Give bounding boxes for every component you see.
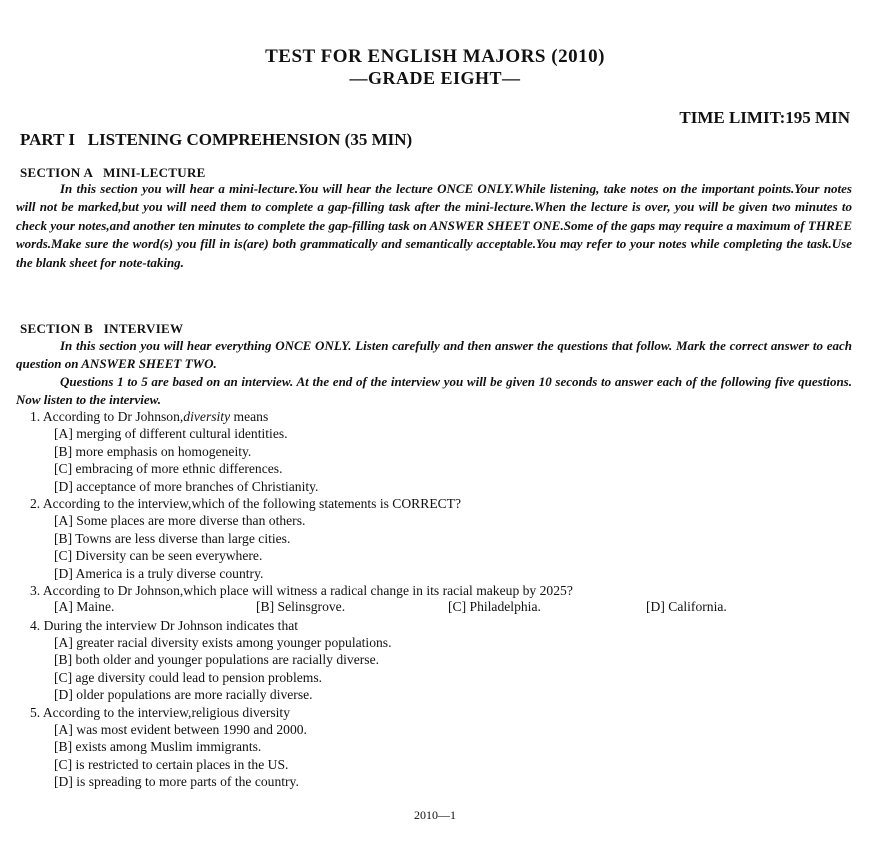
question-2-option-d[interactable]: [D] America is a truly diverse country. xyxy=(54,565,264,581)
question-4-option-b[interactable]: [B] both older and younger populations are racially diverse. xyxy=(54,652,380,668)
question-4-option-d[interactable]: [D] older populations are more racially diverse. xyxy=(54,687,313,703)
question-5-option-a[interactable]: [A] was most evident between 1990 and 2000. xyxy=(54,722,307,738)
question-1-stem-italic: diversity xyxy=(183,409,231,424)
question-4-stem: 4. During the interview Dr Johnson indicates that xyxy=(30,617,299,633)
question-3-option-b[interactable]: [B] Selinsgrove. xyxy=(256,599,346,615)
question-2-option-b[interactable]: [B] Towns are less diverse than large cities. xyxy=(54,530,291,546)
question-2-option-c[interactable]: [C] Diversity can be seen everywhere. xyxy=(54,548,263,564)
question-5-option-d[interactable]: [D] is spreading to more parts of the country. xyxy=(54,774,299,790)
question-list xyxy=(30,408,850,791)
section-a-instructions: In this section you will hear a mini-lecture.You will hear the lecture ONCE ONLY.While listening, take notes on the important points.Your notes will not be marked,but you will need them to complete a gap-filling task after the mini-lecture.When the lecture is over, you will be given two minutes to check your notes,and another ten minutes to complete the gap-filling task on ANSWER SHEET ONE.Some of the gaps may require a maximum of THREE words.Make sure the word(s) you fill in is(are) both grammatically and semantically acceptable.You may refer to your notes while completing the task.Use the blank sheet for note-taking. xyxy=(16,181,852,270)
question-5-option-b[interactable]: [B] exists among Muslim immigrants. xyxy=(54,739,262,755)
time-limit: TIME LIMIT:195 MIN xyxy=(679,108,850,127)
page-number: 2010—1 xyxy=(414,808,456,822)
section-a-heading: SECTION A MINI-LECTURE xyxy=(20,165,206,180)
question-3-option-a[interactable]: [A] Maine. xyxy=(54,599,115,615)
question-2-stem: 2. According to the interview,which of the following statements is CORRECT? xyxy=(30,495,462,511)
question-5-option-c[interactable]: [C] is restricted to certain places in the US. xyxy=(54,756,289,772)
question-3-stem: 3. According to Dr Johnson,which place will witness a radical change in its racial makeup by 2025? xyxy=(30,582,573,598)
question-1-option-c[interactable]: [C] embracing of more ethnic differences. xyxy=(54,461,283,477)
section-b-instructions-1: In this section you will hear everything ONCE ONLY. Listen carefully and then answer the questions that follow. Mark the correct answer to each question on ANSWER SHEET TWO. xyxy=(16,338,852,372)
question-4-option-a[interactable]: [A] greater racial diversity exists among younger populations. xyxy=(54,635,392,651)
question-1-stem-post: means xyxy=(230,409,269,424)
question-1-stem xyxy=(30,408,850,425)
question-1-stem-pre: 1. According to Dr Johnson, xyxy=(30,409,184,424)
section-b-heading: SECTION B INTERVIEW xyxy=(20,321,184,336)
test-title: TEST FOR ENGLISH MAJORS (2010) xyxy=(265,46,605,67)
grade-subtitle: —GRADE EIGHT— xyxy=(349,68,521,88)
question-1-option-b[interactable]: [B] more emphasis on homogeneity. xyxy=(54,443,252,459)
question-3-option-c[interactable]: [C] Philadelphia. xyxy=(448,599,541,615)
question-1-option-a[interactable]: [A] merging of different cultural identities. xyxy=(54,426,288,442)
question-3-options xyxy=(30,599,850,616)
question-3-option-d[interactable]: [D] California. xyxy=(646,599,727,615)
question-5-stem: 5. According to the interview,religious diversity xyxy=(30,704,290,720)
section-b-instructions-2: Questions 1 to 5 are based on an interview. At the end of the interview you will be given 10 seconds to answer each of the following five questions. Now listen to the interview. xyxy=(16,374,852,408)
part-title: PART I LISTENING COMPREHENSION (35 MIN) xyxy=(20,130,413,149)
question-2-option-a[interactable]: [A] Some places are more diverse than others. xyxy=(54,513,306,529)
question-4-option-c[interactable]: [C] age diversity could lead to pension problems. xyxy=(54,669,323,685)
question-1-option-d[interactable]: [D] acceptance of more branches of Christianity. xyxy=(54,478,319,494)
